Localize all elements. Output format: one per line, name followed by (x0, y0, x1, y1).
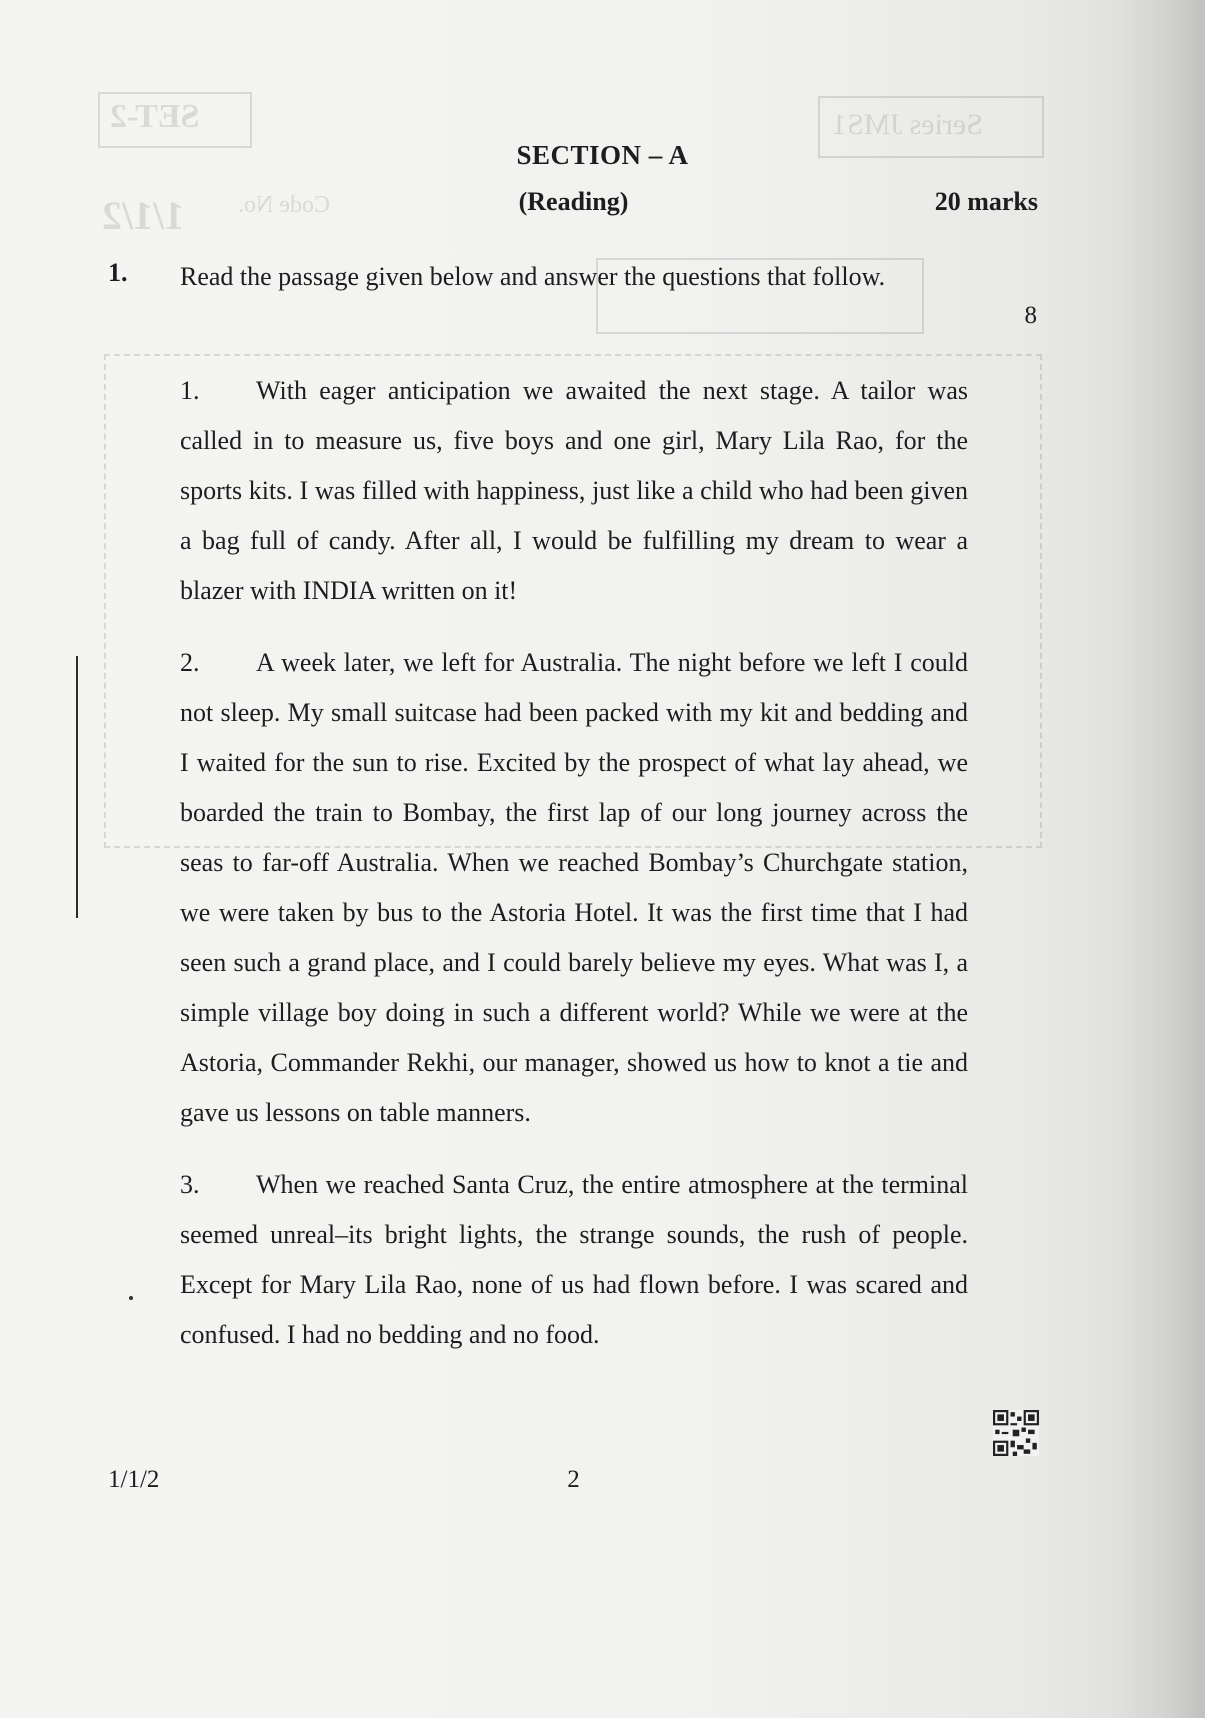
qr-code-icon (993, 1410, 1039, 1456)
page-number: 2 (567, 1466, 580, 1493)
paragraph-text: When we reached Santa Cruz, the entire atmosphere at the terminal seemed unreal–its bright lights, the strange sounds, the rush of people. Except for Mary Lila Rao, none of us had flown before. I was scared and confused. I had no bedding and no food. (180, 1170, 968, 1349)
footer-code: 1/1/2 (108, 1466, 160, 1493)
ghost-code-label: 1/1/2 (102, 193, 185, 238)
section-marks: 20 marks (934, 187, 1038, 216)
question-marks: 8 (1024, 302, 1037, 329)
section-subtitle: (Reading) (518, 187, 629, 216)
paragraph-number: 2. (180, 648, 200, 677)
ghost-series-label: Series JMS1 (832, 108, 983, 141)
paragraph-number: 3. (180, 1170, 200, 1199)
paragraph-number: 1. (180, 376, 200, 405)
passage-paragraph (180, 1160, 968, 1360)
ghost-code-no: Code No. (238, 192, 330, 218)
passage-paragraph (180, 366, 968, 616)
reading-passage (180, 366, 968, 1382)
paragraph-text: A week later, we left for Australia. The night before we left I could not sleep. My small suitcase had been packed with my kit and bedding and I waited for the sun to rise. Excited by the prospect of what lay ahead, we boarded the train to Bombay, the first lap of our long journey across the seas to far-off Australia. When we reached Bombay’s Churchgate station, we were taken by bus to the Astoria Hotel. It was the first time that I had seen such a grand place, and I could barely believe my eyes. What was I, a simple village boy doing in such a different world? While we were at the Astoria, Commander Rekhi, our manager, showed us how to knot a tie and gave us lessons on table manners. (180, 648, 968, 1127)
question-number: 1. (108, 258, 128, 287)
stray-mark (129, 1296, 133, 1300)
margin-mark (76, 656, 78, 918)
paragraph-text: With eager anticipation we awaited the next stage. A tailor was called in to measure us, five boys and one girl, Mary Lila Rao, for the sports kits. I was filled with happiness, just like a child who had been given a bag full of candy. After all, I would be fulfilling my dream to wear a blazer with INDIA written on it! (180, 376, 968, 605)
passage-paragraph (180, 638, 968, 1138)
ghost-set-label: SET-2 (110, 98, 200, 135)
section-title: SECTION – A (516, 140, 689, 170)
question-instruction: Read the passage given below and answer the questions that follow. (180, 262, 886, 291)
